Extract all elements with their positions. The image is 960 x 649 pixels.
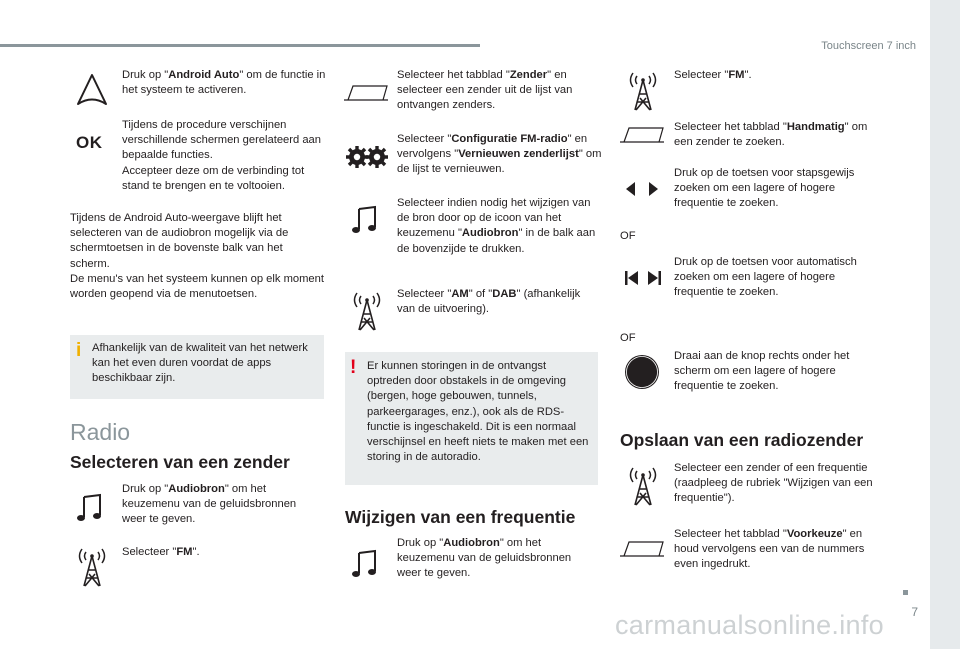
col3-step6: Selecteer een zender of een frequentie (raadpleeg de rubriek "Wijzigen van een frequentie").	[674, 462, 873, 505]
radio-antenna-icon	[626, 465, 660, 507]
col1-paragraph: Tijdens de Android Auto-weergave blijft het selecteren van de audiobron mogelijk via de schermtoetsen in de bovenste balk van het scherm. De menu's van het systeem kunnen op elk moment worden geopend via de menutoetsen.	[70, 212, 324, 301]
continue-marker	[903, 590, 908, 595]
col1-step1: Druk op "Android Auto" om de functie in het systeem te activeren.	[122, 69, 326, 97]
rotary-knob-icon	[624, 354, 660, 390]
col3-step1: Selecteer "FM".	[674, 69, 752, 81]
col3-step5: Draai aan de knop rechts onder het scherm om een lagere of hogere frequentie te zoeken.	[674, 350, 850, 393]
ok-icon: OK	[76, 133, 103, 152]
col1-step4: Selecteer "FM".	[122, 546, 200, 558]
music-note-icon	[76, 493, 106, 523]
radio-antenna-icon	[75, 546, 109, 588]
page-number: 7	[911, 605, 918, 619]
tab-icon	[619, 126, 665, 144]
col2-step1: Selecteer het tabblad "Zender" en selecteer een zender uit de lijst van ontvangen zenders.	[397, 69, 573, 112]
tab-icon	[619, 540, 665, 558]
subtitle-change-frequency: Wijzigen van een frequentie	[345, 507, 576, 527]
watermark: carmanualsonline.info	[615, 610, 884, 640]
col2-step4: Selecteer "AM" of "DAB" (afhankelijk van de uitvoering).	[397, 288, 581, 316]
radio-antenna-icon	[350, 290, 384, 332]
tab-icon	[343, 84, 389, 102]
step-arrows-icon	[624, 181, 660, 197]
settings-gears-icon	[344, 144, 390, 170]
col1-step3: Druk op "Audiobron" om het keuzemenu van de geluidsbronnen weer te geven.	[122, 483, 297, 526]
subtitle-select-station: Selecteren van een zender	[70, 452, 290, 472]
header-rule	[0, 44, 480, 47]
warning-icon: !	[350, 357, 357, 378]
warning-note-text: Er kunnen storingen in de ontvangst optreden door obstakels in de omgeving (bergen, hoge gebouwen, tunnels, parkeergarages, enz.), ook als de RDS-functie is ingeschakeld. Dit is een normaal verschijnsel en heeft niets te maken met een storing in de autoradio.	[367, 360, 589, 464]
radio-antenna-icon	[626, 70, 660, 112]
seek-icon	[624, 270, 662, 286]
subtitle-save-station: Opslaan van een radiozender	[620, 430, 864, 450]
info-note-text: Afhankelijk van de kwaliteit van het netwerk kan het even duren voordat de apps beschikbaar zijn.	[92, 342, 308, 385]
info-icon: i	[76, 340, 82, 361]
music-note-icon	[351, 205, 381, 235]
music-note-icon	[351, 549, 381, 579]
col2-step5: Druk op "Audiobron" om het keuzemenu van de geluidsbronnen weer te geven.	[397, 537, 572, 580]
side-strip	[930, 0, 960, 649]
warning-note	[345, 352, 598, 485]
col3-step3: Druk op de toetsen voor stapsgewijs zoeken om een lagere of hogere frequentie te zoeken.	[674, 167, 855, 210]
running-head: Touchscreen 7 inch	[821, 40, 916, 52]
or-label-1: OF	[620, 230, 636, 242]
col1-step2: Tijdens de procedure verschijnen verschillende schermen gerelateerd aan bepaalde functies. Accepteer deze om de verbinding tot stand te brengen en te voltooien.	[122, 119, 322, 192]
info-note	[70, 335, 324, 399]
col3-step4: Druk op de toetsen voor automatisch zoeken om een lagere of hogere frequentie te zoeken.	[674, 256, 857, 299]
col3-step2: Selecteer het tabblad "Handmatig" om een zender te zoeken.	[674, 121, 868, 149]
col2-step2: Selecteer "Configuratie FM-radio" en vervolgens "Vernieuwen zenderlijst" om de lijst te vernieuwen.	[397, 133, 602, 176]
android-auto-icon	[75, 73, 109, 109]
or-label-2: OF	[620, 332, 636, 344]
section-title-radio: Radio	[70, 419, 131, 445]
col3-step7: Selecteer het tabblad "Voorkeuze" en houd vervolgens een van de nummers even ingedrukt.	[674, 528, 865, 571]
col2-step3: Selecteer indien nodig het wijzigen van de bron door op de icoon van het keuzemenu "Audiobron" in de balk aan de bovenzijde te drukken.	[397, 197, 596, 255]
